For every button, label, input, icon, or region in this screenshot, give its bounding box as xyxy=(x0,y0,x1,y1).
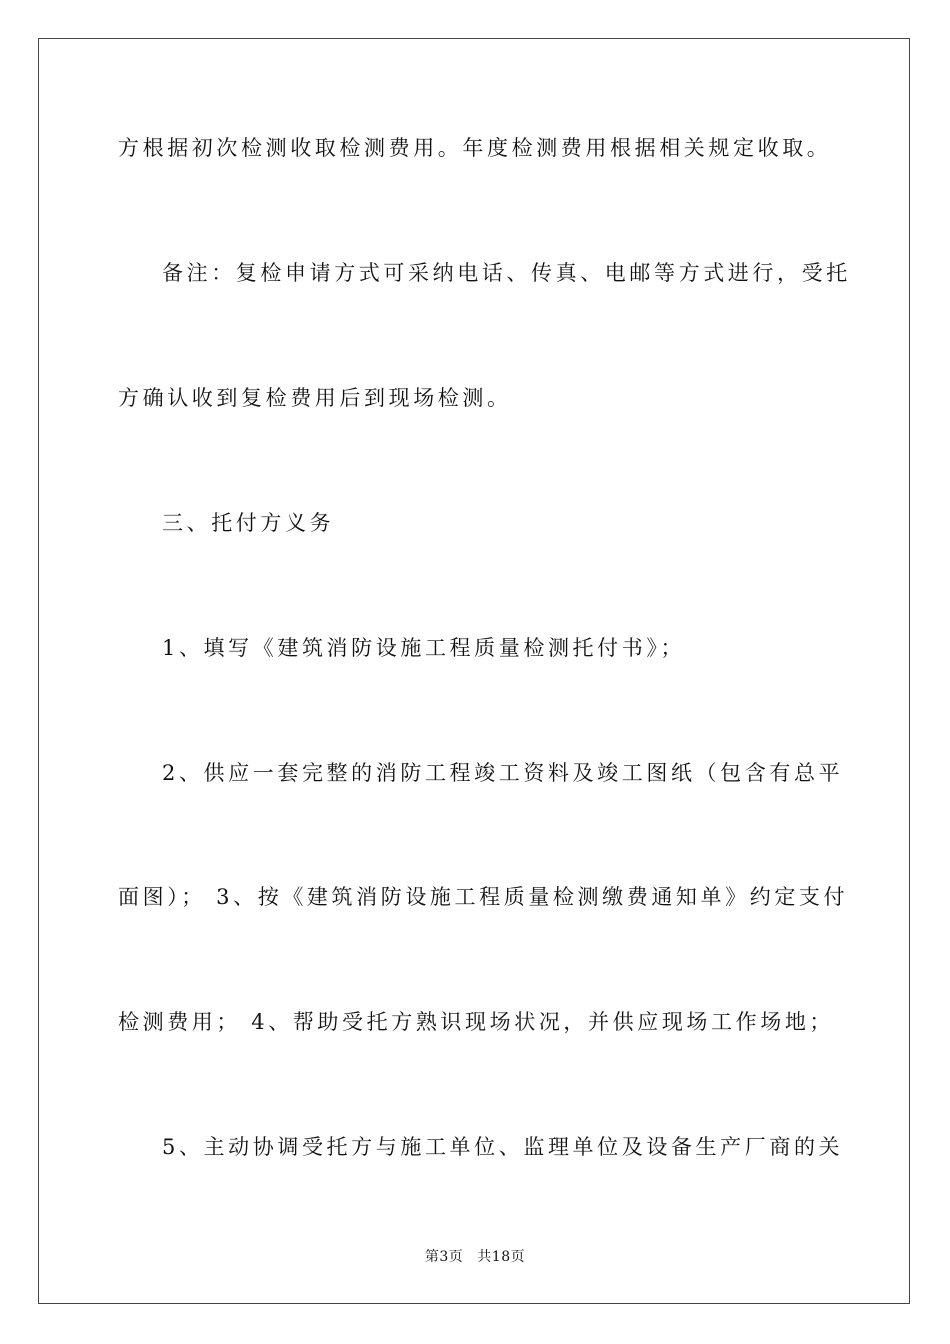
total-pages: 共18页 xyxy=(477,1249,526,1265)
paragraph-line: 面图）； 3、按《建筑消防设施工程质量检测缴费通知单》约定支付 xyxy=(118,885,849,909)
paragraph-line: 方根据初次检测收取检测费用。年度检测费用根据相关规定收取。 xyxy=(118,136,832,160)
list-item: 2、供应一套完整的消防工程竣工资料及竣工图纸（包含有总平 xyxy=(162,761,844,785)
list-item: 5、主动协调受托方与施工单位、监理单位及设备生产厂商的关 xyxy=(162,1135,844,1159)
paragraph-line: 方确认收到复检费用后到现场检测。 xyxy=(118,386,512,410)
page-number: 第3页 xyxy=(424,1249,464,1265)
section-heading: 三、托付方义务 xyxy=(162,511,335,535)
page-border xyxy=(38,38,910,1304)
paragraph-line: 备注：复检申请方式可采纳电话、传真、电邮等方式进行，受托 xyxy=(162,261,851,285)
page-footer xyxy=(0,1248,950,1266)
list-item: 1、填写《建筑消防设施工程质量检测托付书》； xyxy=(162,636,686,660)
paragraph-line: 检测费用； 4、帮助受托方熟识现场状况，并供应现场工作场地； xyxy=(118,1010,835,1034)
